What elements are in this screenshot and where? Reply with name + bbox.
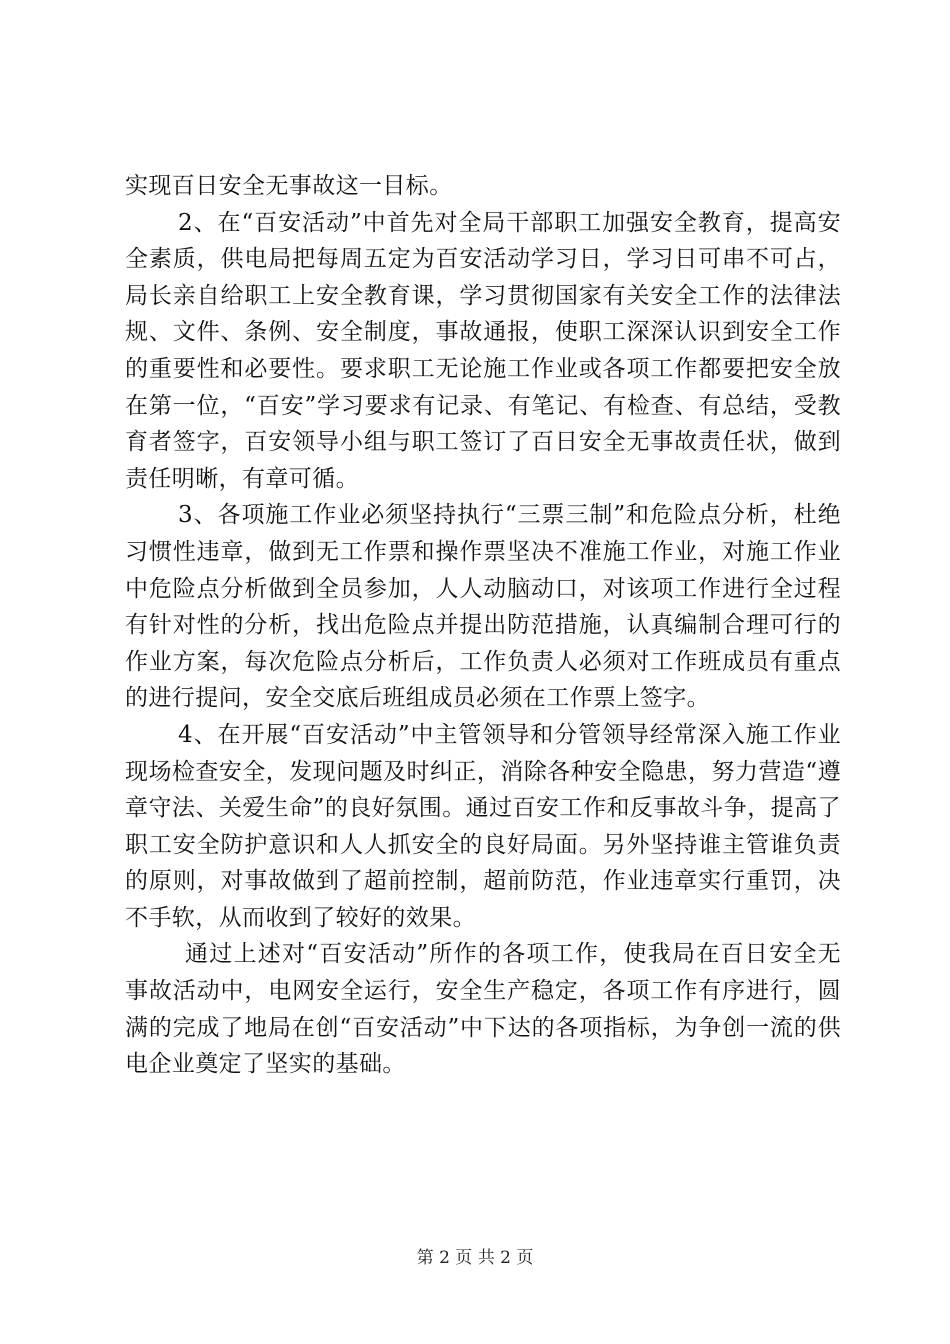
page-number-footer: 第 2 页 共 2 页: [416, 1248, 534, 1268]
paragraph-item-3: 3、各项施工作业必须坚持执行“三票三制”和危险点分析，杜绝习惯性违章，做到无工作票和操作票坚决不准施工作业，对施工作业中危险点分析做到全员参加，人人动脑动口，对该项工作进行全过程有针对性的分析，找出危险点并提出防范措施，认真编制合理可行的作业方案，每次危险点分析后，工作负责人必须对工作班成员有重点的进行提问，安全交底后班组成员必须在工作票上签字。: [125, 502, 841, 712]
paragraph-conclusion: 通过上述对“百安活动”所作的各项工作，使我局在百日安全无事故活动中，电网安全运行，安全生产稳定，各项工作有序进行，圆满的完成了地局在创“百安活动”中下达的各项指标，为争创一流的供电企业奠定了坚实的基础。: [125, 941, 841, 1078]
paragraph-item-2: 2、在“百安活动”中首先对全局干部职工加强安全教育，提高安全素质，供电局把每周五定为百安活动学习日，学习日可串不可占，局长亲自给职工上安全教育课，学习贯彻国家有关安全工作的法律法规、文件、条例、安全制度，事故通报，使职工深深认识到安全工作的重要性和必要性。要求职工无论施工作业或各项工作都要把安全放在第一位，“百安”学习要求有记录、有笔记、有检查、有总结，受教育者签字，百安领导小组与职工签订了百日安全无事故责任状，做到责任明晰，有章可循。: [125, 209, 841, 492]
paragraph-continuation: 实现百日安全无事故这一目标。: [125, 173, 453, 199]
document-body: [125, 168, 841, 1083]
paragraph-item-4: 4、在开展“百安活动”中主管领导和分管领导经常深入施工作业现场检查安全，发现问题及时纠正，消除各种安全隐患，努力营造“遵章守法、关爱生命”的良好氛围。通过百安工作和反事故斗争，提高了职工安全防护意识和人人抓安全的良好局面。另外坚持谁主管谁负责的原则，对事故做到了超前控制，超前防范，作业违章实行重罚，决不手软，从而收到了较好的效果。: [125, 721, 841, 931]
